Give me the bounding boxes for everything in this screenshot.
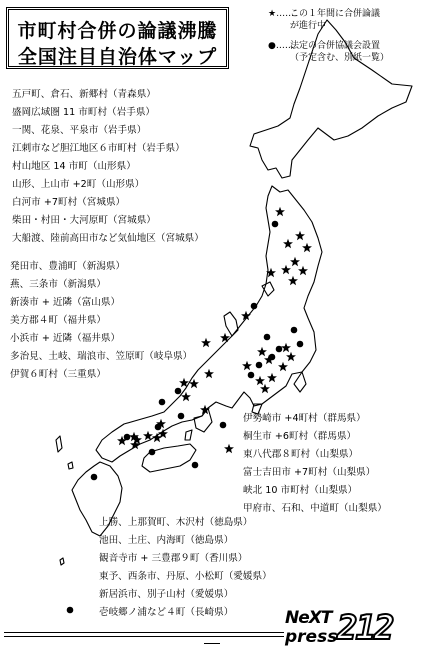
list-item: 桐生市 +6町村（群馬県） [243,431,357,442]
list-item: 上勝、上那賀町、木沢村（徳島県） [99,517,253,528]
dot-marker [272,221,279,228]
dot-legend-text-2: （予定含む、別紙一覧） [290,53,390,63]
list-item: 山形、上山市 +2町（山形県） [12,179,145,190]
star-marker [281,343,291,352]
dot-marker [248,372,255,379]
dot-marker [91,474,98,481]
noto-peninsula [224,312,238,336]
list-item: 伊賀６町村（三重県） [10,369,106,380]
dot-marker [67,607,74,614]
list-item: 美方郡４町（福井県） [10,315,106,326]
dot-marker [264,334,271,341]
list-item: 一関、花泉、平泉市（岩手県） [12,125,147,136]
star-legend-symbol: ★…… [268,9,295,19]
dot-marker [251,303,258,310]
star-marker [288,276,298,285]
star-marker [295,231,305,240]
list-north [12,86,204,248]
title-box [6,7,229,69]
logo-next-text: NeXT [285,608,332,628]
list-item: 多治見、土岐、瑞浪市、笠原町（岐阜県） [10,351,193,362]
logo-issue-number: 212 [337,608,393,648]
list-east [243,410,387,518]
logo-press-text: press [285,627,338,647]
star-marker [281,265,291,274]
nextpress-logo [285,608,431,650]
star-marker [302,243,312,252]
sado-island [262,282,274,296]
iki-island [68,462,73,469]
list-item: 東八代郡８町村（山梨県） [243,449,359,460]
star-marker [224,444,234,453]
star-marker [242,361,252,370]
star-marker [255,376,265,385]
list-item: 新湊市 + 近隣（富山県） [10,297,121,308]
list-item: 燕、三条市（新潟県） [10,279,106,290]
list-item: 柴田・村田・大河原町（宮城県） [12,215,156,226]
list-item: 盛岡広域圏 11 市町村（岩手県） [12,107,156,118]
star-legend-text-2: が進行中 [290,21,327,31]
list-item: 小浜市 + 近隣（福井県） [10,333,121,344]
list-item: 五戸町、倉石、新郷村（青森県） [12,89,156,100]
legend [268,8,389,64]
list-item: 江刺市など胆江地区６市町村（岩手県） [12,143,185,154]
shikoku-outline [142,444,196,472]
list-item: 伊勢崎市 +4町村（群馬県） [243,413,366,424]
star-marker [278,362,288,371]
boso-peninsula [294,372,306,392]
dot-marker [175,388,182,395]
bottom-divider [4,632,284,633]
star-marker [260,384,270,393]
list-item: 峡北 10 市町村（山梨県） [243,485,358,496]
list-item: 甲府市、石和、中道町（山梨県） [243,503,387,514]
dot-marker [124,434,131,441]
list-item: 村山地区 14 市町（山形県） [12,161,136,172]
dot-legend-text: 法定の合併協議会設置 [290,41,381,51]
dot-marker [159,399,166,406]
list-item: 観音寺市 + 三豊郡９町（香川県） [99,553,248,564]
tsushima-island [56,436,62,452]
dot-marker [155,424,162,431]
dot-marker [178,413,185,420]
list-item: 池田、土庄、内海町（徳島県） [99,535,234,546]
list-item: 富士吉田市 +7町村（山梨県） [243,467,376,478]
dot-marker [256,362,263,369]
star-marker [286,352,296,361]
list-item: 壱岐郷ノ浦など４町（長崎県） [99,607,234,618]
star-marker [267,373,277,382]
dot-marker [220,422,227,429]
dot-marker [276,346,283,353]
bottom-divider-2 [4,636,284,637]
map-title: 市町村合併の論議沸騰 [17,20,218,42]
list-item: 大船渡、陸前高田市など気仙地区（宮城県） [12,233,204,244]
list-item: 新居浜市、別子山村（愛媛県） [99,589,234,600]
dot-marker [192,462,199,469]
star-marker [290,257,300,266]
star-marker [204,369,214,378]
dot-marker [149,449,156,456]
list-west [99,514,272,622]
dot-marker [269,354,276,361]
dot-marker [291,327,298,334]
dot-legend-symbol: ●…… [268,41,294,51]
star-marker [275,207,285,216]
star-marker [220,333,230,342]
list-item: 東予、西条市、丹原、小松町（愛媛県） [99,571,272,582]
star-marker [257,347,267,356]
map-subtitle: 全国注目自治体マップ [17,46,218,68]
star-legend-text: この１年間に合併論議 [290,9,381,19]
star-marker [201,338,211,347]
list-item: 発田市、豊浦町（新潟県） [10,261,126,272]
dot-marker [297,341,304,348]
south-islands [60,558,64,565]
list-central [10,258,192,384]
star-marker [283,239,293,248]
awaji-island [185,430,192,440]
page-tick [204,643,220,644]
star-marker [298,266,308,275]
list-item: 白河市 +7町村（宮城県） [12,197,126,208]
